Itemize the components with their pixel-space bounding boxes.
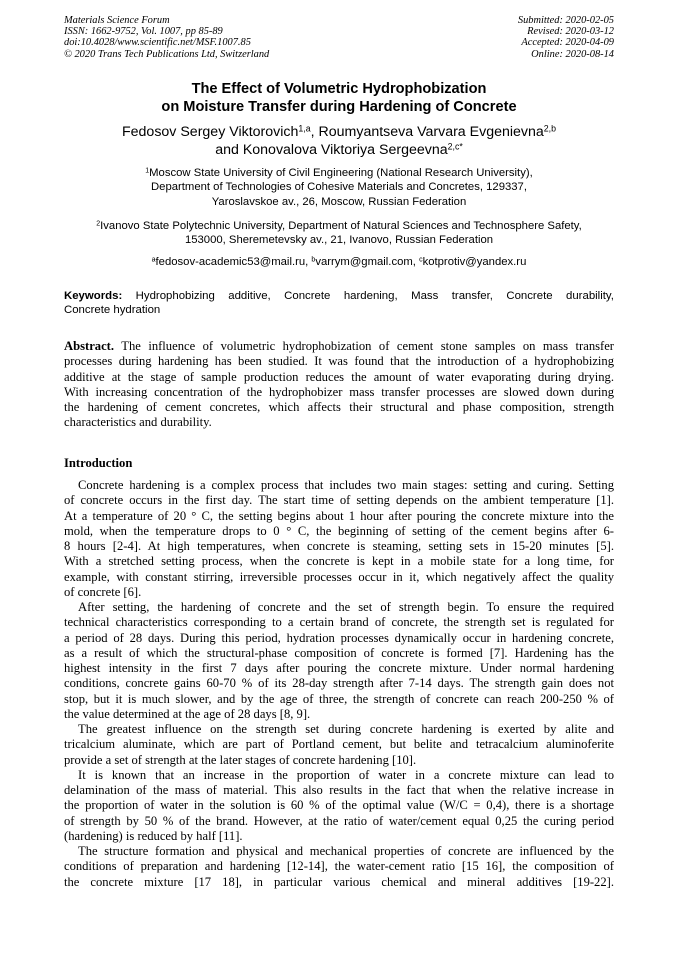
revised-date: Revised: 2020-03-12 xyxy=(527,26,614,38)
paragraph-line: conditions, concrete gains 60-70 % of its 28-day strength after 7-14 days. The strength gain does not xyxy=(64,676,614,691)
paragraph-line: of concrete occurs in the first day. The start time of setting depends on the ambient temperature [1]. xyxy=(64,493,614,508)
journal-name: Materials Science Forum xyxy=(64,15,170,26)
paragraph-line: With a stretched setting process, when the concrete is kept in a mobile state for a long time, for xyxy=(64,554,614,569)
author-name: Konovalova Viktoriya Sergeevna xyxy=(242,142,448,158)
email-c[interactable]: kotprotiv@yandex.ru xyxy=(422,256,527,268)
paragraph-line: the concrete mixture [17 18], in particular various chemical and mineral additives [19-22]. xyxy=(64,874,614,889)
affiliation-mark: 1 xyxy=(145,167,150,175)
journal-copyright: © 2020 Trans Tech Publications Ltd, Switzerland xyxy=(64,48,270,60)
paragraph-line: Concrete hardening is a complex process that includes two main stages: setting and curing. Setting xyxy=(78,478,614,492)
author-line xyxy=(40,123,638,141)
abstract-line: characteristics and durability. xyxy=(64,415,212,430)
author-conjunction: and xyxy=(215,142,243,158)
keyword-word: Concrete xyxy=(506,290,553,302)
keyword-word: Hydrophobizing xyxy=(135,290,215,302)
affiliation-2 xyxy=(40,219,638,248)
email-b[interactable]: varrym@gmail.com, xyxy=(315,256,420,268)
paragraph xyxy=(64,722,614,768)
title-line: on Moisture Transfer during Hardening of Concrete xyxy=(161,99,517,115)
keyword-word: Concrete xyxy=(284,290,331,302)
section-heading-introduction: Introduction xyxy=(64,456,133,470)
paragraph-line: At a temperature of 20 ° C, the setting begins about 1 hour after pouring the concrete mixture into the xyxy=(64,508,614,523)
keyword-word: durability, xyxy=(566,290,614,302)
paragraph-line: delamination of the mass of material. This also results in the fact that when the relative increase in xyxy=(64,783,614,797)
paragraph-line: the value determined at the age of 28 days [8, 9]. xyxy=(64,706,311,721)
paragraph-line: After setting, the hardening of concrete and the set of strength begin. To ensure the required xyxy=(78,600,614,614)
paragraph-line: the proportion of water in the solution is 60 % of the optimal value (W/C = 0,4), there is a shortage xyxy=(64,798,614,813)
paragraph-line: of concrete [6]. xyxy=(64,584,142,599)
keyword-word: additive, xyxy=(228,290,271,302)
author-list xyxy=(40,123,638,159)
paragraph-line: of strength by 50 % of the brand. However, at the ratio of water/cement equal 0,25 the curing period xyxy=(64,813,614,828)
keywords xyxy=(64,289,614,317)
affiliation-1 xyxy=(40,166,638,209)
paragraph-line: The structure formation and physical and mechanical properties of concrete are influenced by the xyxy=(78,844,614,858)
title-line: The Effect of Volumetric Hydrophobization xyxy=(191,81,487,97)
abstract-label: Abstract. xyxy=(64,339,115,353)
online-date: Online: 2020-08-14 xyxy=(531,48,614,60)
paragraph-line: tricalcium aluminate, which are part of Portland cement, but belite and tetracalcium aluminoferite xyxy=(64,737,614,752)
paragraph xyxy=(64,768,614,844)
paragraph-line: as a result of which the structural-phase composition of concrete is formed [7]. Hardening has the xyxy=(64,645,614,660)
abstract-line: Abstract. The influence of volumetric hydrophobization of cement stone samples on mass transfer xyxy=(64,339,614,353)
email-a[interactable]: fedosov-academic53@mail.ru, xyxy=(155,256,312,268)
paragraph-line: a period of 28 days. During this period, hydration processes dynamically occur in hardening concrete, xyxy=(64,630,614,645)
paragraph-line: example, with constant stirring, irreversible processes occur in it, which negatively affect the quality xyxy=(64,569,614,584)
paragraph-line: mold, when the temperature drops to 0 ° C, the beginning of setting of the cement begins after 6- xyxy=(64,523,614,538)
abstract xyxy=(64,339,614,431)
paragraph-line: conditions of preparation and hardening [12-14], the water-cement ratio [15 16], the composition of xyxy=(64,859,614,874)
journal-doi[interactable]: doi:10.4028/www.scientific.net/MSF.1007.85 xyxy=(64,37,251,49)
paragraph xyxy=(64,478,614,600)
accepted-date: Accepted: 2020-04-09 xyxy=(521,37,614,49)
affiliation-line: 153000, Sheremetevsky av., 21, Ivanovo, Russian Federation xyxy=(184,234,494,247)
keywords-line: Concrete hydration xyxy=(64,304,161,316)
paragraph xyxy=(64,844,614,890)
affiliation-line: $^1$Moscow State University of Civil Engineering (National Research University), xyxy=(145,167,533,179)
paragraph-line: highest intensity in the first 7 days after pouring the concrete mixture. Under normal hardening xyxy=(64,661,614,675)
author-separator: , xyxy=(310,124,319,140)
author-emails xyxy=(40,255,638,269)
abstract-line: the hardening of cement concretes, which affects their structural and phase composition, strength xyxy=(64,400,614,415)
abstract-line: With increasing concentration of the hydrophobizer mass transfer processes are slowed down during xyxy=(64,384,614,399)
affiliation-line: Department of Technologies of Cohesive Materials and Concretes, 129337, xyxy=(151,181,527,194)
keywords-label: Keywords: xyxy=(64,290,123,302)
paragraph-line: provide a set of strength at the later stages of concrete hardening [10]. xyxy=(64,752,417,767)
journal-issn: ISSN: 1662-9752, Vol. 1007, pp 85-89 xyxy=(64,26,223,38)
paragraph-line: (hardening) is reduced by half [11]. xyxy=(64,828,243,843)
abstract-line: processes during hardening has been studied. It was found that the introduction of a hydrophobizing xyxy=(64,354,614,369)
affiliation-line: $^2$Ivanovo State Polytechnic University, Department of Natural Sciences and Technosphere Safety, xyxy=(96,220,582,232)
paper-title xyxy=(40,80,638,116)
paragraph-line: stop, but it is much slower, and by the age of three, the strength of concrete can reach 200-250 % of xyxy=(64,691,614,706)
author-affiliation-mark: 2,b xyxy=(543,123,557,134)
paragraph-line: 8 hours [2-4]. At high temperatures, when concrete is steaming, setting sets in 15-20 minutes [5]. xyxy=(64,539,614,553)
keywords-line xyxy=(64,289,614,303)
author-affiliation-mark: 2,c* xyxy=(447,141,463,152)
email-line: $^a$fedosov-academic53@mail.ru, $^b$varrym@gmail.com, $^c$kotprotiv@yandex.ru xyxy=(151,256,527,268)
author-line xyxy=(40,141,638,159)
journal-info xyxy=(64,15,269,60)
submission-dates xyxy=(518,15,614,60)
keyword-word: Mass xyxy=(411,290,439,302)
affiliation-line: Yaroslavskoe av., 26, Moscow, Russian Federation xyxy=(211,195,467,208)
abstract-line: additive at the stage of sample production reduces the amount of water evaporating during drying. xyxy=(64,369,614,384)
keyword-word: hardening, xyxy=(343,290,398,302)
paragraph-line: technical characteristics corresponding to a certain brand of concrete, the strength set is regulated for xyxy=(64,615,614,630)
paragraph-line: It is known that an increase in the proportion of water in a concrete mixture can lead to xyxy=(78,767,614,782)
paragraph xyxy=(64,600,614,722)
author-name: Fedosov Sergey Viktorovich xyxy=(121,124,299,140)
author-name: Roumyantseva Varvara Evgenievna xyxy=(318,124,544,140)
keyword-word: transfer, xyxy=(451,290,493,302)
paragraph-line: The greatest influence on the strength set during concrete hardening is exerted by alite and xyxy=(78,722,614,736)
submitted-date: Submitted: 2020-02-05 xyxy=(517,15,614,26)
affiliation-mark: 2 xyxy=(96,220,101,228)
author-affiliation-mark: 1,a xyxy=(298,123,311,134)
introduction-body xyxy=(64,478,614,890)
